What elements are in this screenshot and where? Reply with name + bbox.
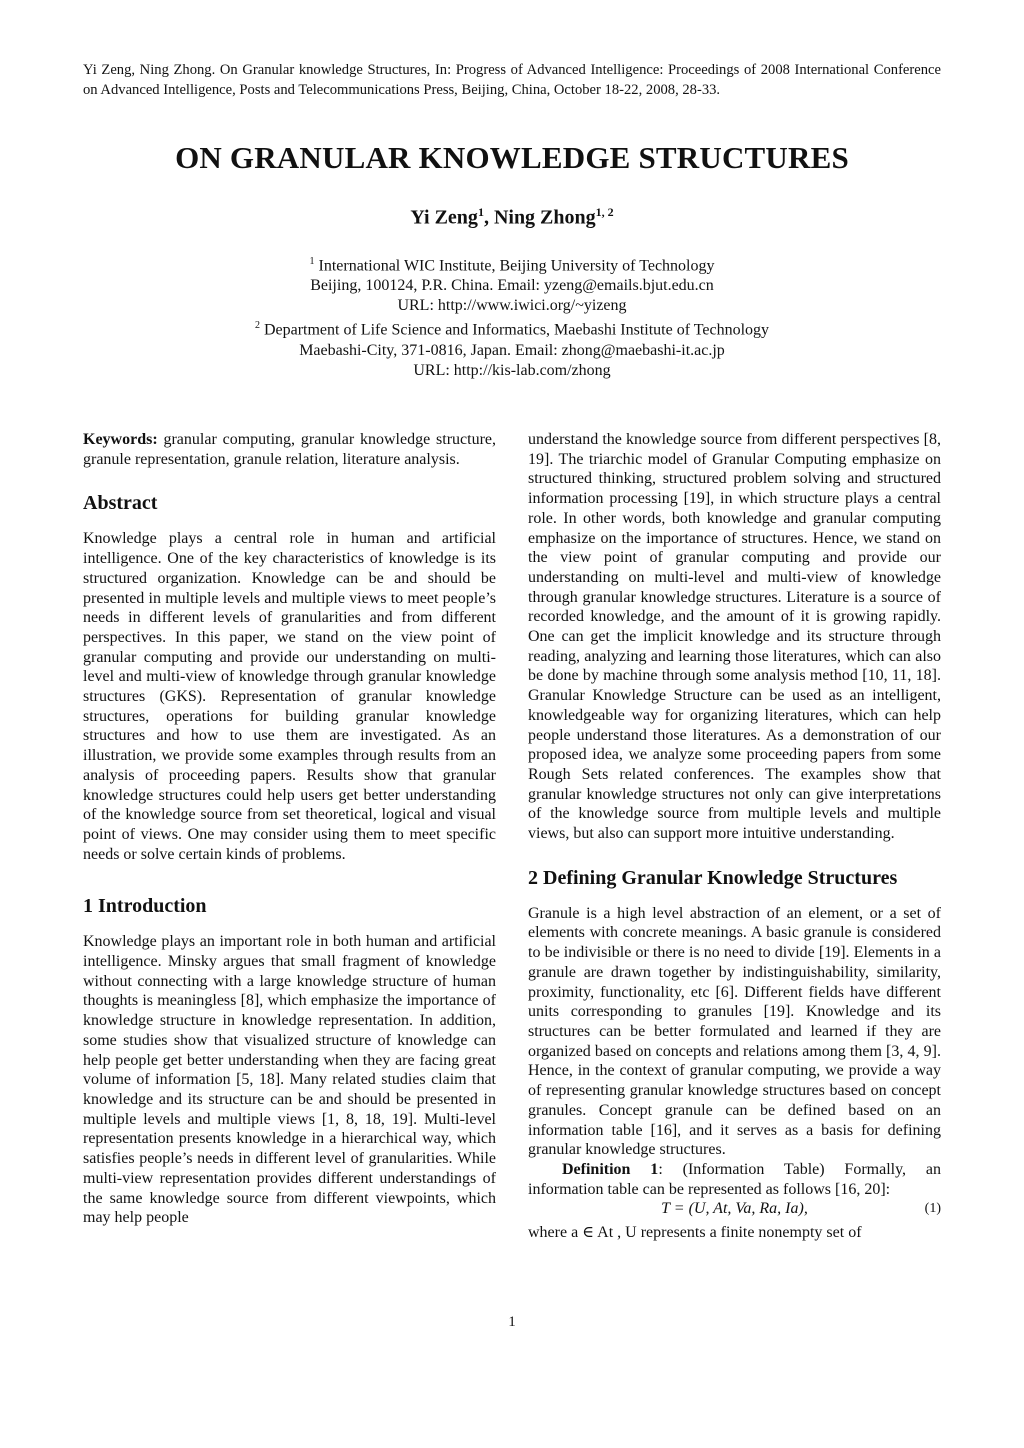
author-name: Ning Zhong [493, 206, 596, 229]
author-affil-mark: 1, 2 [595, 205, 614, 219]
keywords-label: Keywords: [83, 431, 158, 448]
definition-1 [528, 1160, 941, 1199]
affil-mark: 2 [254, 320, 260, 332]
affiliation-line: Beijing, 100124, P.R. China. Email: yzeng@emails.bjut.edu.cn [310, 277, 714, 295]
definition-label: Definition 1 [562, 1160, 659, 1178]
keywords [83, 430, 496, 469]
intro-text: Knowledge plays an important role in both human and artificial intelligence. Minsky argues that small fragment of knowledge without connecting with a large knowledge structure of human thoughts is meaningless [8], which emphasize the importance of knowledge structure in knowledge representation. In addition, some studies show that visualized structure of knowledge can help people get better understanding when they are facing great volume of information [5, 18]. Many related studies claim that knowledge and its structure can be and should be presented in multiple levels and multiple views [1, 8, 18, 19]. Multi-level representation presents knowledge in a hierarchical way, which satisfies people’s needs in different level of granularities. While multi-view representation provides different understandings of the same knowledge source from different viewpoints, which may help people [83, 933, 496, 1227]
intro-text-continued: understand the knowledge source from different perspectives [8, 19]. The triarchic model of Granular Computing emphasize on structured thinking, structured problem solving and structured information processing [19], in which structure plays a central role. In other words, both knowledge and granular computing emphasize on the importance of structures. Hence, we stand on the view point of granular computing and provide our understanding on multi-level and multi-view of knowledge through granular knowledge structures. Literature is a source of recorded knowledge, and the amount of it is growing rapidly. One can get the implicit knowledge and its structure through reading, analyzing and learning those literatures, which can also be done by machine through some analysis method [10, 11, 18]. Granular Knowledge Structure can be used as an intelligent, knowledgeable way for organizing literatures, which can help people understand those literatures. As a demonstration of our proposed idea, we analyze some proceeding papers from some Rough Sets related conferences. The examples show that granular knowledge structures not only can give interpretations of the knowledge source from multiple levels and multiple views, but also can support more intuitive understanding. [528, 431, 941, 843]
right-column [528, 430, 941, 1243]
section2-text: Granule is a high level abstraction of an element, or a set of elements with concrete meanings. A basic granule is considered to be indivisible or there is no need to divide [19]. Elements in a granule are drawn together by indistinguishability, similarity, proximity, functionality, etc [6]. Different fields have different units corresponding to granules [19]. Knowledge and its structures can be better formulated and learned if they are organized based on concepts and relations among them [3, 4, 9]. Hence, in the context of granular computing, we provide a way of representing granular knowledge structures based on concept granules. Concept granule can be defined based on an information table [16], and it serves as a basis for defining granular knowledge structures. [528, 904, 941, 1159]
paper-title: ON GRANULAR KNOWLEDGE STRUCTURES [175, 140, 849, 175]
affiliations [0, 252, 1024, 381]
abstract-text: Knowledge plays a central role in human and artificial intelligence. One of the key characteristics of knowledge is its structured organization. Knowledge can be and should be presented in multiple levels and multiple views to meet people’s needs in different levels of granularities and from different perspectives. In this paper, we stand on the view point of granular computing and provide our understanding on multi-level and multi-view of knowledge through granular knowledge structures (GKS). Representation of granular knowledge structures, operations for building granular knowledge structures and how to use them are investigated. As an illustration, we provide some examples through results from an analysis of proceeding papers. Results show that granular knowledge structures could help users get better understanding of the knowledge source from set theoretical, logical and visual point of views. One may consider using them to meet specific needs or solve certain kinds of problems. [83, 530, 496, 863]
affil-mark: 1 [309, 256, 315, 267]
affiliation-url: URL: http://www.iwici.org/~yizeng [397, 297, 627, 315]
definition-text: : (Information Table) Formally, an information table can be represented as follows [16, 20]: [528, 1160, 942, 1198]
page-number: 1 [508, 1314, 516, 1330]
author-separator: , [483, 206, 494, 229]
equation-number: (1) [924, 1201, 941, 1217]
author-affil-mark: 1 [477, 205, 484, 219]
author-name: Yi Zeng [410, 206, 478, 229]
abstract-heading: Abstract [83, 492, 158, 515]
affiliation-text: Department of Life Science and Informatics, Maebashi Institute of Technology [259, 321, 770, 339]
affiliation-text: International WIC Institute, Beijing University of Technology [314, 257, 715, 275]
post-equation-text: where a ∈ At , U represents a finite nonempty set of [528, 1224, 862, 1242]
affiliation-url: URL: http://kis-lab.com/zhong [413, 361, 611, 379]
author-line [0, 205, 1024, 230]
affiliation-line: Maebashi-City, 371-0816, Japan. Email: zhong@maebashi-it.ac.jp [299, 341, 725, 359]
equation-body: T = (U, At, Va, Ra, Ia), [661, 1200, 808, 1218]
keywords-text: granular computing, granular knowledge structure, granule representation, granule relation, literature analysis. [83, 431, 496, 468]
section-heading-defining-gks: 2 Defining Granular Knowledge Structures [528, 866, 898, 889]
left-column [83, 430, 496, 1228]
section-heading-introduction: 1 Introduction [83, 895, 207, 918]
affiliation-line [0, 252, 1024, 276]
affiliation-line [0, 316, 1024, 340]
equation-1 [528, 1199, 941, 1223]
citation-header: Yi Zeng, Ning Zhong. On Granular knowledge Structures, In: Progress of Advanced Intelligence: Proceedings of 2008 International Conference on Advanced Intelligence, Posts and Telecommunications Press, Beijing, China, October 18-22, 2008, 28-33. [83, 62, 941, 98]
